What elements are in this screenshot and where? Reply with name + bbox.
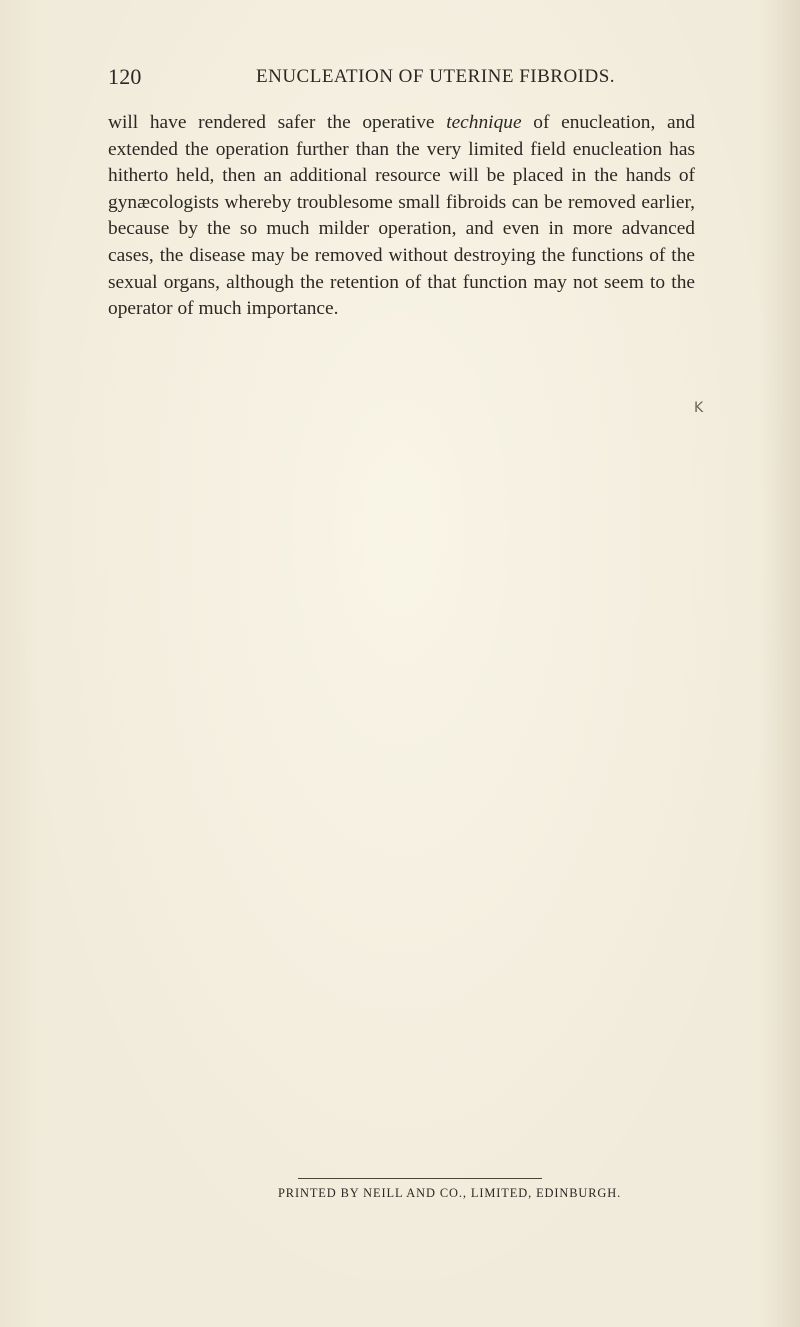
page-number: 120 <box>108 64 142 89</box>
text-before-italic: will have rendered safer the operative <box>108 112 447 133</box>
body-paragraph <box>108 110 695 323</box>
running-head <box>108 64 694 94</box>
italic-word: technique <box>446 112 522 133</box>
printer-imprint: PRINTED BY NEILL AND CO., LIMITED, EDINBURGH. <box>278 1186 622 1200</box>
footer-rule <box>298 1178 542 1179</box>
text-after-italic: of enucleation, and extended the operation further than the very limited field enucleation has hitherto held, then an additional resource will be placed in the hands of gynæcologists whereby troublesome small fibroids can be removed earlier, because by the so much milder operation, and even in more advanced cases, the disease may be removed without destroying the functions of the sexual organs, although the retention of that function may not seem to the operator of much importance. <box>108 112 695 320</box>
running-title: ENUCLEATION OF UTERINE FIBROIDS. <box>256 66 616 87</box>
handwritten-mark: K <box>694 400 704 416</box>
